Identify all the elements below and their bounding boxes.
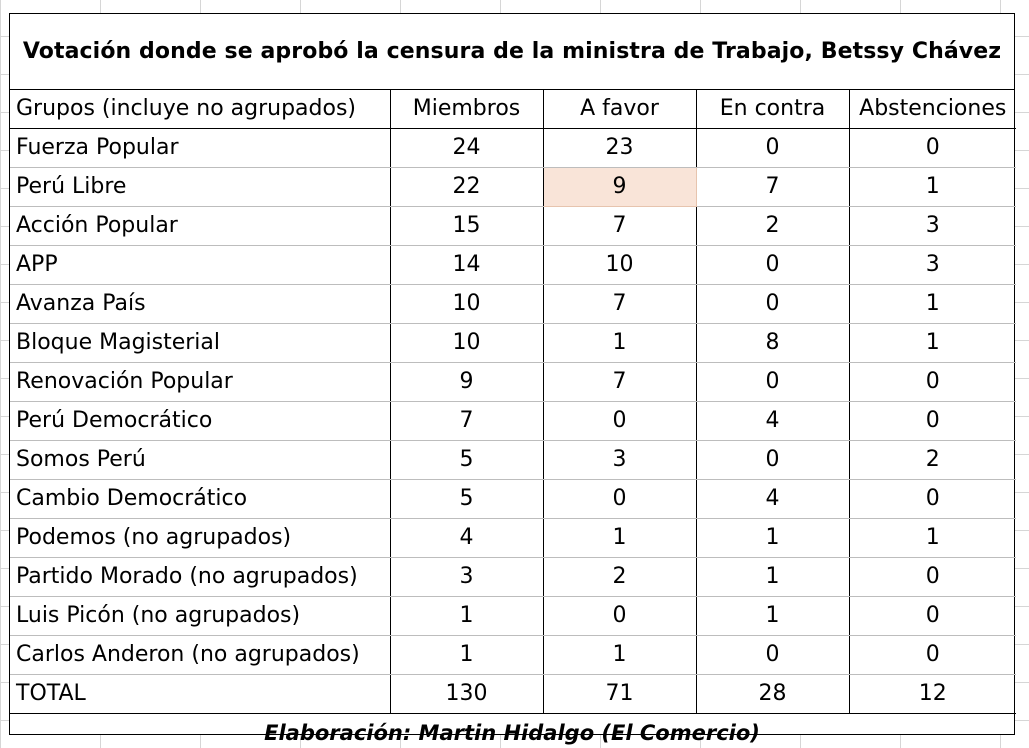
total-in-favor-cell[interactable]: 71 [543,675,696,714]
in-favor-cell[interactable]: 0 [543,597,696,636]
in-favor-cell[interactable]: 0 [543,402,696,441]
against-cell[interactable]: 4 [696,402,849,441]
in-favor-cell[interactable]: 23 [543,129,696,168]
members-cell[interactable]: 10 [390,324,543,363]
against-cell[interactable]: 1 [696,519,849,558]
table-row [10,636,1016,675]
against-cell[interactable]: 0 [696,285,849,324]
vote-table-frame [9,13,1015,745]
group-name-cell[interactable]: Avanza País [10,285,390,324]
group-name-cell[interactable]: Fuerza Popular [10,129,390,168]
total-abstentions-cell[interactable]: 12 [849,675,1016,714]
group-name-cell[interactable]: Cambio Democrático [10,480,390,519]
members-cell[interactable]: 5 [390,480,543,519]
in-favor-cell[interactable]: 7 [543,285,696,324]
table-row [10,246,1016,285]
members-cell[interactable]: 4 [390,519,543,558]
members-cell[interactable]: 9 [390,363,543,402]
table-row [10,519,1016,558]
against-cell[interactable]: 4 [696,480,849,519]
members-cell[interactable]: 5 [390,441,543,480]
table-row [10,402,1016,441]
table-row [10,285,1016,324]
abstentions-cell[interactable]: 0 [849,363,1016,402]
total-against-cell[interactable]: 28 [696,675,849,714]
against-cell[interactable]: 0 [696,636,849,675]
in-favor-cell[interactable]: 0 [543,480,696,519]
in-favor-cell[interactable]: 1 [543,519,696,558]
against-cell[interactable]: 7 [696,168,849,207]
group-name-cell[interactable]: Renovación Popular [10,363,390,402]
group-name-cell[interactable]: Partido Morado (no agrupados) [10,558,390,597]
footer-credit: Elaboración: Martin Hidalgo (El Comercio) [264,721,760,745]
header-against[interactable]: En contra [696,90,849,129]
against-cell[interactable]: 1 [696,597,849,636]
group-name-cell[interactable]: Perú Libre [10,168,390,207]
header-members[interactable]: Miembros [390,90,543,129]
table-row [10,207,1016,246]
against-cell[interactable]: 1 [696,558,849,597]
vote-table [10,90,1016,714]
in-favor-cell[interactable]: 1 [543,636,696,675]
against-cell[interactable]: 2 [696,207,849,246]
title-row [10,14,1014,90]
table-row [10,363,1016,402]
abstentions-cell[interactable]: 0 [849,558,1016,597]
members-cell[interactable]: 24 [390,129,543,168]
table-row [10,480,1016,519]
total-members-cell[interactable]: 130 [390,675,543,714]
against-cell[interactable]: 0 [696,441,849,480]
members-cell[interactable]: 1 [390,597,543,636]
table-row [10,129,1016,168]
in-favor-cell[interactable]: 7 [543,363,696,402]
header-in-favor[interactable]: A favor [543,90,696,129]
members-cell[interactable]: 7 [390,402,543,441]
in-favor-cell[interactable]: 1 [543,324,696,363]
in-favor-cell[interactable]: 7 [543,207,696,246]
header-groups[interactable]: Grupos (incluye no agrupados) [10,90,390,129]
abstentions-cell[interactable]: 1 [849,519,1016,558]
abstentions-cell[interactable]: 0 [849,636,1016,675]
abstentions-cell[interactable]: 1 [849,285,1016,324]
group-name-cell[interactable]: Podemos (no agrupados) [10,519,390,558]
total-label[interactable]: TOTAL [10,675,390,714]
group-name-cell[interactable]: Somos Perú [10,441,390,480]
members-cell[interactable]: 22 [390,168,543,207]
group-name-cell[interactable]: Acción Popular [10,207,390,246]
group-name-cell[interactable]: Carlos Anderon (no agrupados) [10,636,390,675]
abstentions-cell[interactable]: 0 [849,402,1016,441]
group-name-cell[interactable]: APP [10,246,390,285]
against-cell[interactable]: 0 [696,363,849,402]
members-cell[interactable]: 10 [390,285,543,324]
abstentions-cell[interactable]: 0 [849,597,1016,636]
table-row [10,168,1016,207]
table-row [10,558,1016,597]
table-row [10,441,1016,480]
members-cell[interactable]: 1 [390,636,543,675]
against-cell[interactable]: 8 [696,324,849,363]
group-name-cell[interactable]: Perú Democrático [10,402,390,441]
against-cell[interactable]: 0 [696,246,849,285]
in-favor-cell[interactable]: 9 [543,168,696,207]
abstentions-cell[interactable]: 0 [849,480,1016,519]
table-title: Votación donde se aprobó la censura de la ministra de Trabajo, Betssy Chávez [22,39,1002,64]
abstentions-cell[interactable]: 3 [849,246,1016,285]
members-cell[interactable]: 3 [390,558,543,597]
in-favor-cell[interactable]: 3 [543,441,696,480]
abstentions-cell[interactable]: 1 [849,168,1016,207]
in-favor-cell[interactable]: 10 [543,246,696,285]
table-row [10,324,1016,363]
against-cell[interactable]: 0 [696,129,849,168]
header-abstentions[interactable]: Abstenciones [849,90,1016,129]
header-row [10,90,1016,129]
abstentions-cell[interactable]: 3 [849,207,1016,246]
in-favor-cell[interactable]: 2 [543,558,696,597]
total-row [10,675,1016,714]
abstentions-cell[interactable]: 2 [849,441,1016,480]
abstentions-cell[interactable]: 0 [849,129,1016,168]
group-name-cell[interactable]: Luis Picón (no agrupados) [10,597,390,636]
table-row [10,597,1016,636]
members-cell[interactable]: 15 [390,207,543,246]
members-cell[interactable]: 14 [390,246,543,285]
abstentions-cell[interactable]: 1 [849,324,1016,363]
group-name-cell[interactable]: Bloque Magisterial [10,324,390,363]
